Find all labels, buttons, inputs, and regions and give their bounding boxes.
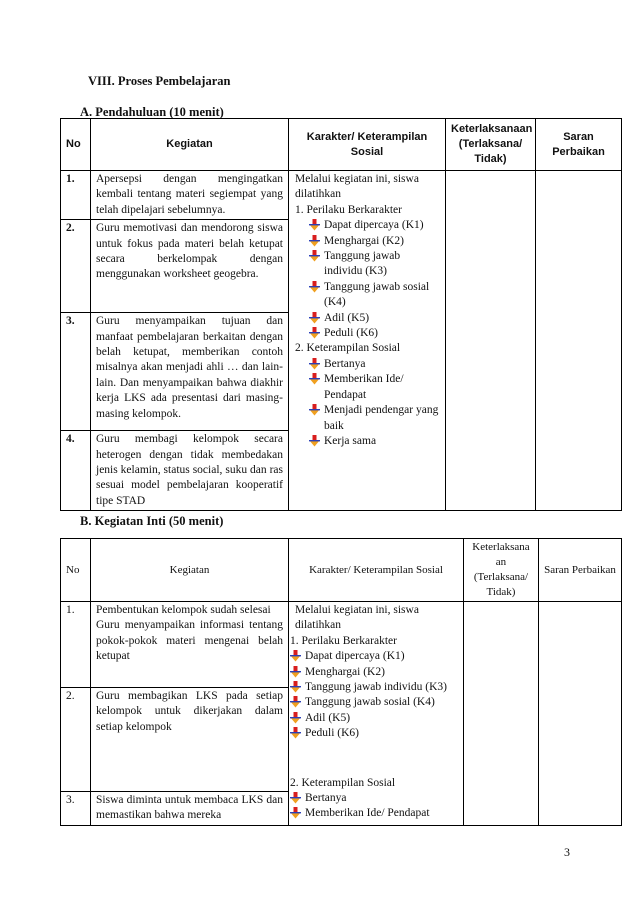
- row-kegiatan: Guru menyampaikan tujuan dan manfaat pembelajaran berkaitan dengan belah ketupat, memberikan contoh misalnya akan menjadi ahli … dan lain-lain. Dan menyampaikan bahwa diakhir kerja LKS ada presentasi dari masing-masing kelompok.: [91, 313, 289, 431]
- list-item-text: Tanggung jawab individu (K3): [305, 681, 447, 694]
- list-item: [290, 649, 458, 664]
- header-kegiatan: Kegiatan: [91, 119, 289, 171]
- keterlaksanaan-cell: [446, 171, 536, 511]
- list-item-text: Dapat dipercaya (K1): [324, 219, 424, 232]
- list-item: [290, 695, 458, 710]
- karakter-cell: [289, 171, 446, 511]
- list-item: [290, 791, 458, 806]
- header-keterlaksanaan: Keterlaksanaan (Terlaksana/ Tidak): [446, 119, 536, 171]
- section-a-title: A. Pendahuluan (10 menit): [80, 105, 224, 119]
- row-kegiatan: Guru memotivasi dan mendorong siswa untuk fokus pada materi belah ketupat secara berkelompak dengan menggunakan worksheet geogebra.: [91, 220, 289, 313]
- row-kegiatan-b: Guru menyampaikan informasi tentang pokok-pokok materi mengenai belah ketupat: [96, 619, 283, 663]
- list-item: [309, 403, 440, 434]
- karakter-p1-list: [290, 649, 458, 741]
- row-kegiatan-a: Pembentukan kelompok sudah selesai: [96, 604, 271, 616]
- karakter-intro: Melalui kegiatan ini, siswa dilatihkan: [295, 604, 419, 632]
- list-item: [309, 372, 440, 403]
- header-karakter: Karakter/ Keterampilan Sosial: [289, 119, 446, 171]
- header-kegiatan: Kegiatan: [91, 539, 289, 602]
- list-item-text: Menghargai (K2): [305, 665, 385, 678]
- karakter-p2-title: 2. Keterampilan Sosial: [295, 342, 401, 355]
- list-item: [309, 249, 440, 280]
- row-no: 3.: [61, 792, 91, 826]
- arrow-bullet-icon: [309, 312, 320, 324]
- list-item: [309, 326, 440, 341]
- arrow-bullet-icon: [309, 281, 320, 293]
- row-kegiatan: Guru membagi kelompok secara heterogen dengan tidak membedakan jenis kelamin, status social, suku dan ras sesuai model pembelajaran kooperatif tipe STAD: [91, 431, 289, 511]
- list-item: [309, 280, 440, 311]
- table-row: [61, 602, 622, 688]
- table-kegiatan-inti: [60, 538, 622, 826]
- arrow-bullet-icon: [309, 327, 320, 339]
- header-no: No: [61, 119, 91, 171]
- karakter-p1-title: 1. Perilaku Berkarakter: [290, 634, 397, 647]
- section-b-title: B. Kegiatan Inti (50 menit): [80, 514, 224, 528]
- arrow-bullet-icon: [290, 650, 301, 662]
- list-item: [309, 311, 440, 326]
- list-item: [309, 434, 440, 449]
- header-karakter: Karakter/ Keterampilan Sosial: [289, 539, 464, 602]
- list-item: [290, 665, 458, 680]
- list-item-text: Adil (K5): [324, 311, 370, 324]
- arrow-bullet-icon: [290, 807, 301, 819]
- page-number: 3: [564, 845, 570, 859]
- arrow-bullet-icon: [290, 792, 301, 804]
- list-item: [290, 726, 458, 741]
- arrow-bullet-icon: [290, 727, 301, 739]
- list-item-text: Peduli (K6): [305, 727, 359, 740]
- saran-cell: [539, 602, 622, 826]
- row-kegiatan: Siswa diminta untuk membaca LKS dan memastikan bahwa mereka: [91, 792, 289, 826]
- header-keterlaksanaan: Keterlaksana an (Terlaksana/ Tidak): [464, 539, 539, 602]
- row-no: 4.: [61, 431, 91, 511]
- arrow-bullet-icon: [290, 681, 301, 693]
- karakter-p2-title: 2. Keterampilan Sosial: [290, 776, 396, 789]
- row-kegiatan: [91, 602, 289, 688]
- list-item-text: Peduli (K6): [324, 327, 378, 340]
- list-item-text: Tanggung jawab sosial (K4): [324, 280, 430, 309]
- karakter-p1-list: [295, 218, 440, 341]
- section-heading: VIII. Proses Pembelajaran: [88, 74, 231, 88]
- table-header-row: [61, 119, 622, 171]
- karakter-cell: [289, 602, 464, 826]
- list-item-text: Memberikan Ide/ Pendapat: [305, 807, 430, 820]
- list-item: [309, 357, 440, 372]
- arrow-bullet-icon: [309, 250, 320, 262]
- row-no: 3.: [61, 313, 91, 431]
- arrow-bullet-icon: [309, 358, 320, 370]
- row-kegiatan: Apersepsi dengan mengingatkan kembali tentang materi segiempat yang telah dipelajari sebelumnya.: [91, 171, 289, 220]
- list-item: [290, 711, 458, 726]
- table-pendahuluan: [60, 118, 622, 511]
- row-no: 2.: [61, 688, 91, 792]
- table-row: [61, 171, 622, 220]
- karakter-p2-list: [290, 791, 458, 822]
- arrow-bullet-icon: [309, 373, 320, 385]
- list-item: [309, 234, 440, 249]
- table-header-row: [61, 539, 622, 602]
- arrow-bullet-icon: [309, 235, 320, 247]
- list-item: [309, 218, 440, 233]
- header-saran: Saran Perbaikan: [539, 539, 622, 602]
- list-item-text: Tanggung jawab individu (K3): [324, 250, 401, 278]
- list-item-text: Bertanya: [324, 357, 366, 370]
- list-item: [290, 680, 458, 695]
- karakter-p2-list: [295, 357, 440, 449]
- list-item-text: Bertanya: [305, 792, 347, 805]
- keterlaksanaan-cell: [464, 602, 539, 826]
- karakter-intro: Melalui kegiatan ini, siswa dilatihkan: [295, 173, 419, 201]
- list-item-text: Menghargai (K2): [324, 234, 404, 247]
- karakter-p1-title: 1. Perilaku Berkarakter: [295, 203, 402, 216]
- list-item-text: Tanggung jawab sosial (K4): [305, 696, 435, 709]
- header-saran: Saran Perbaikan: [536, 119, 622, 171]
- list-item-text: Kerja sama: [324, 434, 377, 447]
- arrow-bullet-icon: [290, 696, 301, 708]
- arrow-bullet-icon: [309, 219, 320, 231]
- row-kegiatan: Guru membagikan LKS pada setiap kelompok untuk dikerjakan dalam setiap kelompok: [91, 688, 289, 792]
- list-item-text: Dapat dipercaya (K1): [305, 650, 405, 663]
- arrow-bullet-icon: [290, 666, 301, 678]
- row-no: 2.: [61, 220, 91, 313]
- arrow-bullet-icon: [290, 712, 301, 724]
- header-no: No: [61, 539, 91, 602]
- list-item: [290, 806, 458, 821]
- list-item-text: Menjadi pendengar yang baik: [324, 404, 439, 432]
- row-no: 1.: [61, 171, 91, 220]
- saran-cell: [536, 171, 622, 511]
- list-item-text: Adil (K5): [305, 711, 351, 724]
- arrow-bullet-icon: [309, 404, 320, 416]
- row-no: 1.: [61, 602, 91, 688]
- arrow-bullet-icon: [309, 435, 320, 447]
- list-item-text: Memberikan Ide/ Pendapat: [324, 373, 404, 401]
